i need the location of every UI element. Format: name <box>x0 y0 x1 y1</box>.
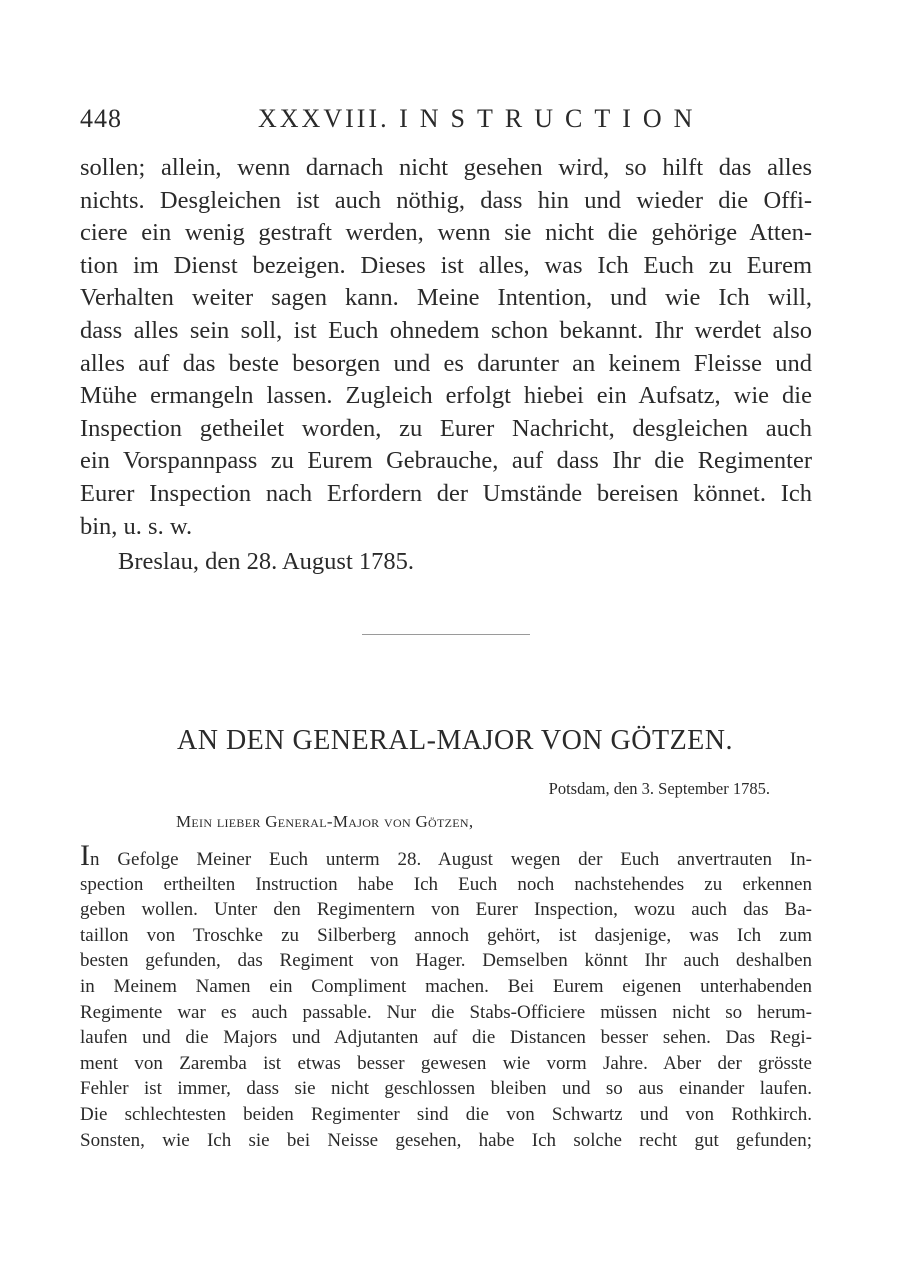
letter-line: besten gefunden, das Regiment von Hager. Demselben könnt Ihr auch deshalben <box>80 950 812 972</box>
body-line: tion im Dienst bezeigen. Dieses ist alles, was Ich Euch zu Eurem <box>80 251 812 279</box>
body-line: bin, u. s. w. <box>80 512 193 540</box>
letter-line: taillon von Troschke zu Silberberg annoch gehört, ist dasjenige, was Ich zum <box>80 924 812 946</box>
body-line: dass alles sein soll, ist Euch ohnedem schon bekannt. Ihr werdet also <box>80 316 812 344</box>
running-title-prefix: XXXVIII. <box>258 104 390 133</box>
letter-dateline: Potsdam, den 3. September 1785. <box>548 779 770 798</box>
letter-line: Die schlechtesten beiden Regimenter sind die von Schwartz und von Rothkirch. <box>80 1103 812 1125</box>
body-paragraph <box>80 152 812 543</box>
letter-line: spection ertheilten Instruction habe Ich Euch noch nachstehendes zu erkennen <box>80 873 812 895</box>
letter-line-rest: n Gefolge Meiner Euch unterm 28. August wegen der Euch anvertrauten In- <box>90 849 812 870</box>
body-line: ciere ein wenig gestraft werden, wenn sie nicht die gehörige Atten- <box>80 219 812 247</box>
letter-line: ment von Zaremba ist etwas besser gewesen wie vorm Jahre. Aber der grösste <box>80 1052 812 1074</box>
running-head <box>80 104 810 144</box>
body-line: sollen; allein, wenn darnach nicht gesehen wird, so hilft das alles <box>80 154 812 181</box>
running-title-word: INSTRUCTION <box>399 104 705 133</box>
body-line: nichts. Desgleichen ist auch nöthig, dass hin und wieder die Offi- <box>80 186 812 214</box>
letter-line: geben wollen. Unter den Regimentern von Eurer Inspection, wozu auch das Ba- <box>80 899 812 921</box>
section-divider <box>362 634 530 635</box>
letter-salutation: Mein lieber General-Major von Götzen, <box>176 812 474 831</box>
body-line: Mühe ermangeln lassen. Zugleich erfolgt hiebei ein Aufsatz, wie die <box>80 382 812 410</box>
letter-line: Fehler ist immer, dass sie nicht geschlossen bleiben und so aus einander laufen. <box>80 1078 812 1100</box>
letter-line: Sonsten, wie Ich sie bei Neisse gesehen, habe Ich solche recht gut gefunden; <box>80 1129 812 1151</box>
letter-line: laufen und die Majors und Adjutanten auf die Distancen besser sehen. Das Regi- <box>80 1027 812 1049</box>
running-title <box>258 104 704 134</box>
body-line: Verhalten weiter sagen kann. Meine Intention, und wie Ich will, <box>80 284 812 312</box>
body-line: ein Vorspannpass zu Eurem Gebrauche, auf dass Ihr die Regimenter <box>80 447 812 475</box>
letter-body <box>80 839 812 1153</box>
letter-line: in Meinem Namen ein Compliment machen. Bei Eurem eigenen unterhabenden <box>80 975 812 997</box>
letter-line <box>80 839 812 872</box>
letter-line: Regimente war es auch passable. Nur die Stabs-Officiere müssen nicht so herum- <box>80 1001 812 1023</box>
body-line: Inspection getheilet worden, zu Eurer Nachricht, desgleichen auch <box>80 414 812 442</box>
body-line: alles auf das beste besorgen und es darunter an keinem Fleisse und <box>80 349 812 377</box>
page-number: 448 <box>80 104 122 133</box>
closing-place-date: Breslau, den 28. August 1785. <box>118 548 415 575</box>
body-line: Eurer Inspection nach Erfordern der Umstände bereisen könnet. Ich <box>80 479 812 507</box>
letter-heading: AN DEN GENERAL-MAJOR VON GÖTZEN. <box>177 725 733 756</box>
initial-letter: I <box>80 839 90 872</box>
